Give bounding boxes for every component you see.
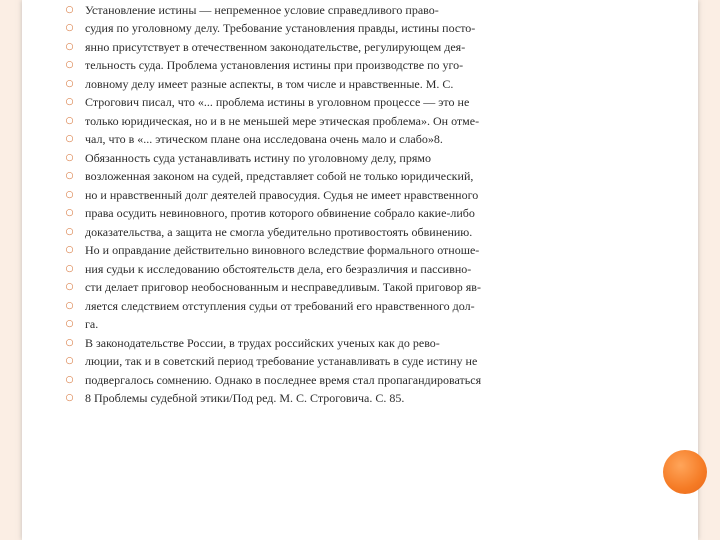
line-text: Строгович писал, что «... проблема истины в уголовном процессе — это не xyxy=(85,95,470,110)
line-text: Установление истины — непременное условие справедливого право- xyxy=(85,2,439,17)
line-text: 8 Проблемы судебной этики/Под ред. М. С. Строговича. С. 85. xyxy=(85,391,405,406)
list-item xyxy=(64,112,584,131)
line-text: Но и оправдание действительно виновного вследствие формального отноше- xyxy=(85,243,480,258)
list-item xyxy=(64,94,584,113)
line-text: судия по уголовному делу. Требование установления правды, истины посто- xyxy=(85,21,476,36)
list-item xyxy=(64,20,584,39)
list-item xyxy=(64,297,584,316)
list-item xyxy=(64,168,584,187)
hollow-circle-bullet-icon: ○ xyxy=(65,152,74,163)
hollow-circle-bullet-icon: ○ xyxy=(65,97,74,108)
text-block xyxy=(64,1,584,408)
line-text: люции, так и в советский период требование устанавливать в суде истину не xyxy=(85,354,478,369)
list-item xyxy=(64,242,584,261)
hollow-circle-bullet-icon: ○ xyxy=(65,356,74,367)
hollow-circle-bullet-icon: ○ xyxy=(65,300,74,311)
line-text: ляется следствием отступления судьи от требований его нравственного дол- xyxy=(85,298,475,313)
line-text: ловному делу имеет разные аспекты, в том числе и нравственные. М. С. xyxy=(85,76,454,91)
hollow-circle-bullet-icon: ○ xyxy=(65,226,74,237)
list-item xyxy=(64,57,584,76)
hollow-circle-bullet-icon: ○ xyxy=(65,4,74,15)
hollow-circle-bullet-icon: ○ xyxy=(65,374,74,385)
line-text: Обязанность суда устанавливать истину по уголовному делу, прямо xyxy=(85,150,431,165)
list-item xyxy=(64,260,584,279)
list-item xyxy=(64,131,584,150)
list-item xyxy=(64,279,584,298)
hollow-circle-bullet-icon: ○ xyxy=(65,134,74,145)
line-text: только юридическая, но и в не меньшей мере этическая проблема». Он отме- xyxy=(85,113,480,128)
list-item xyxy=(64,186,584,205)
line-text: тельность суда. Проблема установления истины при производстве по уго- xyxy=(85,58,464,73)
line-text: но и нравственный долг деятелей правосудия. Судья не имеет нравственного xyxy=(85,187,479,202)
list-item xyxy=(64,316,584,335)
line-text: янно присутствует в отечественном законодательстве, регулирующем дея- xyxy=(85,39,466,54)
hollow-circle-bullet-icon: ○ xyxy=(65,115,74,126)
list-item xyxy=(64,334,584,353)
hollow-circle-bullet-icon: ○ xyxy=(65,23,74,34)
list-item xyxy=(64,390,584,409)
list-item xyxy=(64,223,584,242)
line-text: В законодательстве России, в трудах российских ученых как до рево- xyxy=(85,335,440,350)
line-text: ния судьи к исследованию обстоятельств дела, его безразличия и пассивно- xyxy=(85,261,472,276)
hollow-circle-bullet-icon: ○ xyxy=(65,208,74,219)
hollow-circle-bullet-icon: ○ xyxy=(65,41,74,52)
hollow-circle-bullet-icon: ○ xyxy=(65,319,74,330)
hollow-circle-bullet-icon: ○ xyxy=(65,393,74,404)
slide-page xyxy=(22,0,698,540)
list-item xyxy=(64,75,584,94)
line-text: га. xyxy=(85,317,99,332)
list-item xyxy=(64,353,584,372)
hollow-circle-bullet-icon: ○ xyxy=(65,78,74,89)
list-item xyxy=(64,38,584,57)
line-text: права осудить невиновного, против которого обвинение собрало какие-либо xyxy=(85,206,475,221)
hollow-circle-bullet-icon: ○ xyxy=(65,282,74,293)
hollow-circle-bullet-icon: ○ xyxy=(65,337,74,348)
line-text: чал, что в «... этическом плане она исследована очень мало и слабо»8. xyxy=(85,132,443,147)
hollow-circle-bullet-icon: ○ xyxy=(65,60,74,71)
hollow-circle-bullet-icon: ○ xyxy=(65,189,74,200)
hollow-circle-bullet-icon: ○ xyxy=(65,263,74,274)
line-text: подвергалось сомнению. Однако в последнее время стал пропагандироваться xyxy=(85,372,482,387)
list-item xyxy=(64,149,584,168)
list-item xyxy=(64,1,584,20)
hollow-circle-bullet-icon: ○ xyxy=(65,171,74,182)
list-item xyxy=(64,371,584,390)
line-text: сти делает приговор необоснованным и несправедливым. Такой приговор яв- xyxy=(85,280,481,295)
line-text: доказательства, а защита не смогла убедительно противостоять обвинению. xyxy=(85,224,473,239)
list-item xyxy=(64,205,584,224)
orange-circle-decoration xyxy=(663,450,707,494)
line-text: возложенная законом на судей, представляет собой не только юридический, xyxy=(85,169,474,184)
hollow-circle-bullet-icon: ○ xyxy=(65,245,74,256)
